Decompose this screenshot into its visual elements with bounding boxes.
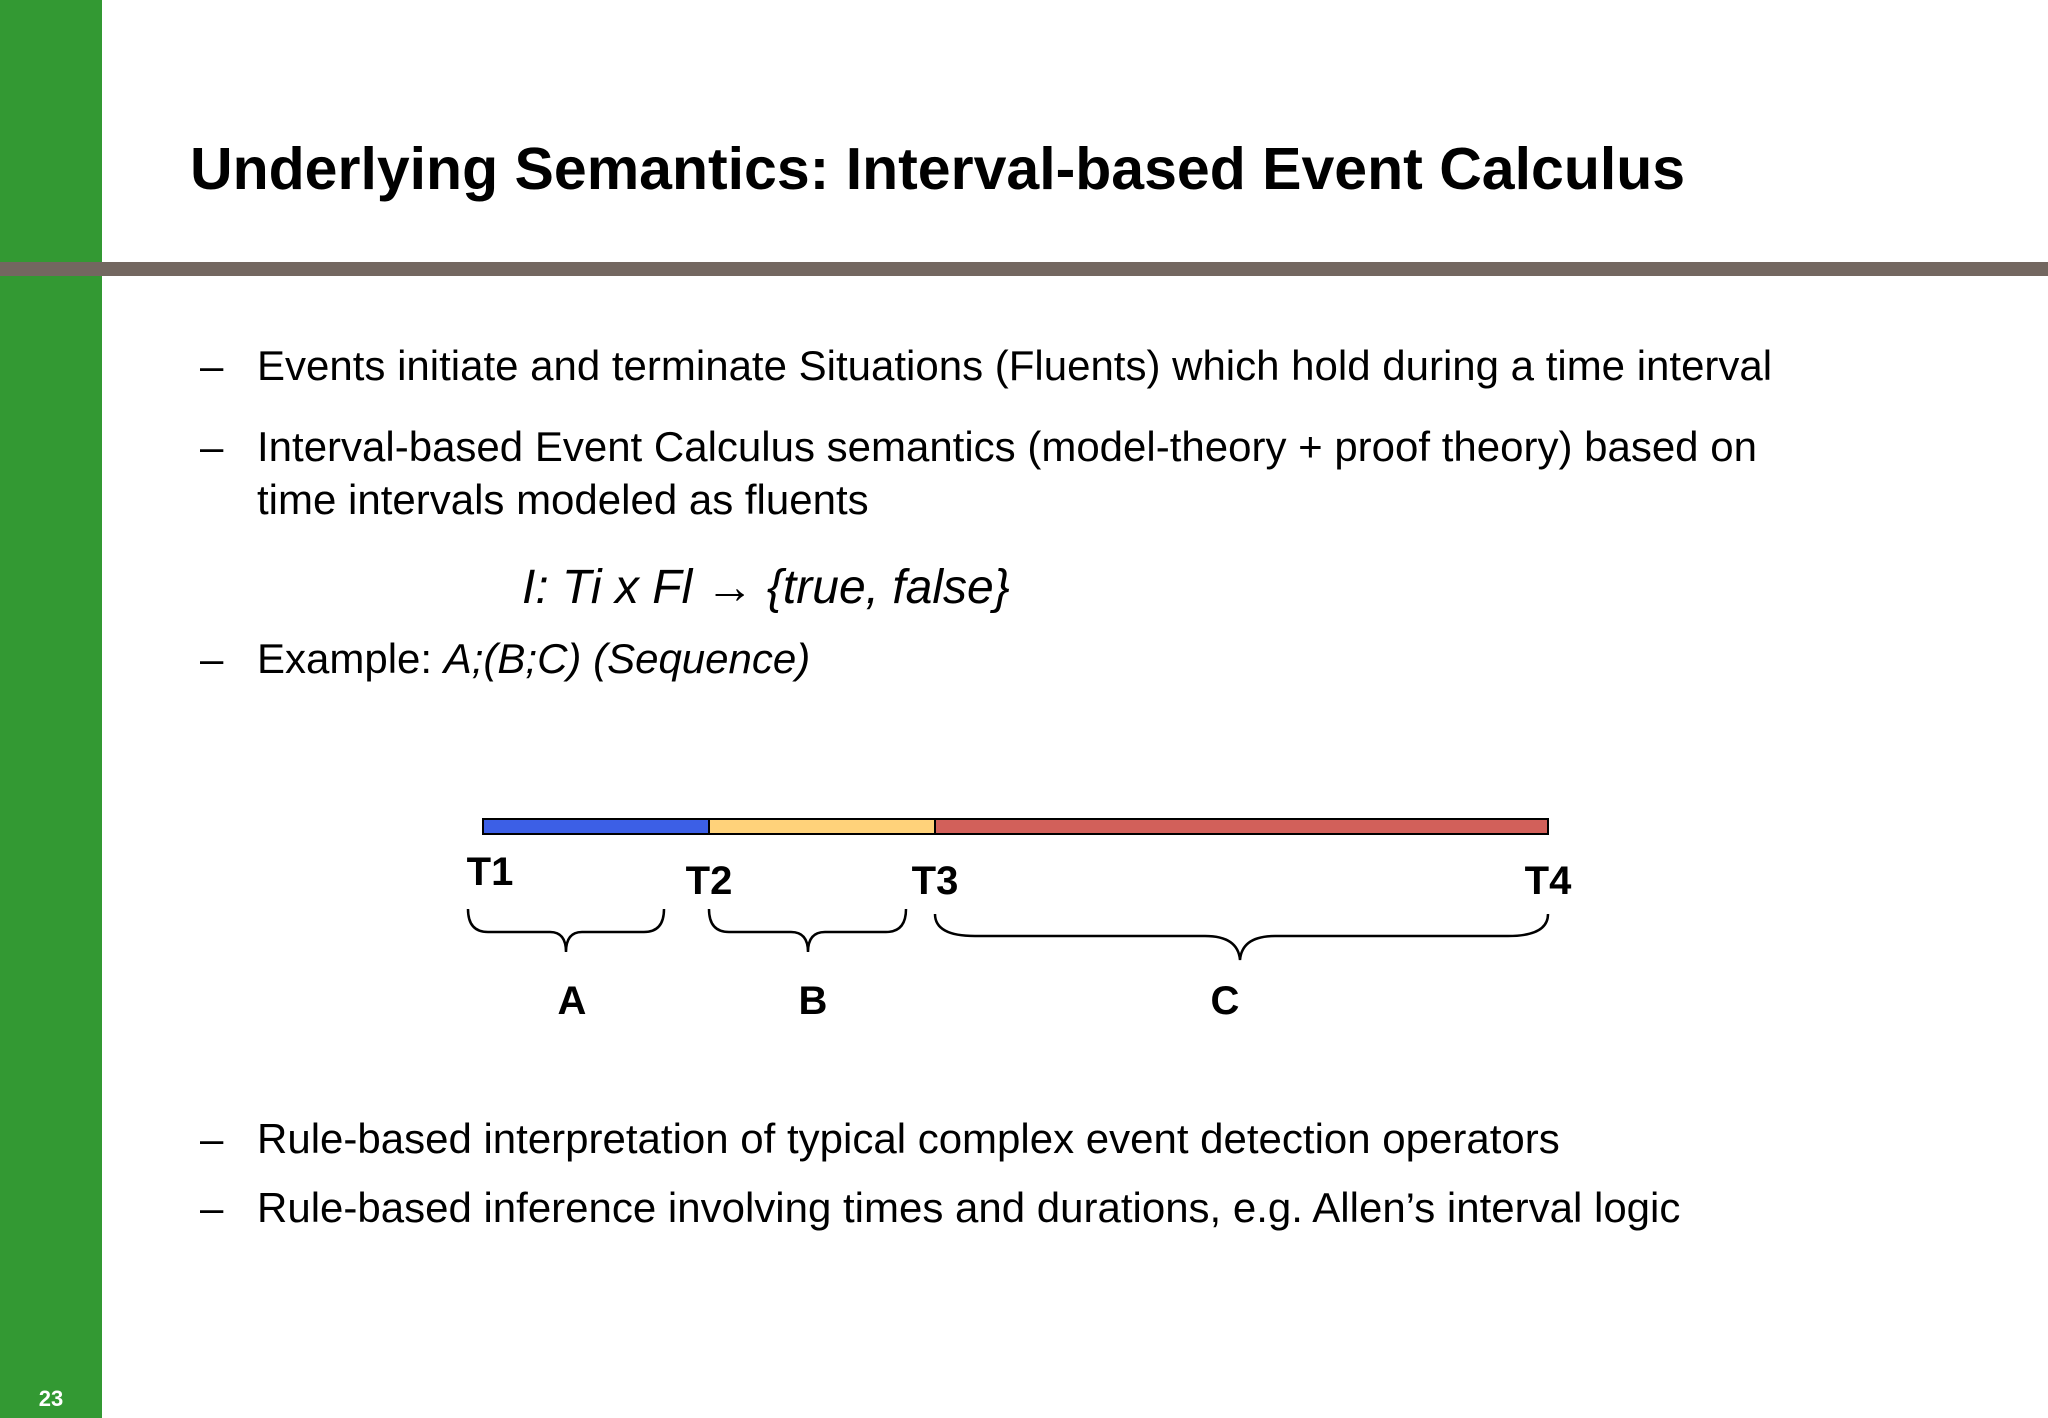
- event-label-c: C: [1210, 979, 1240, 1023]
- example-expression: A;(B;C) (Sequence): [443, 635, 811, 682]
- bullet-5-text: Rule-based inference involving times and durations, e.g. Allen’s interval logic: [257, 1184, 1681, 1231]
- bullet-4-text: Rule-based interpretation of typical complex event detection operators: [257, 1115, 1560, 1162]
- event-label-b: B: [798, 979, 828, 1023]
- arrow-icon: →: [705, 561, 754, 614]
- time-label-t4: T4: [1524, 859, 1572, 903]
- page-number: 23: [38, 1386, 64, 1411]
- example-prefix: Example:: [257, 635, 444, 682]
- bullet-2-text-line1: Interval-based Event Calculus semantics (model-theory + proof theory) based on: [257, 423, 1757, 470]
- bullet-dash: –: [200, 635, 224, 682]
- interval-bar-c: [935, 819, 1548, 834]
- bullet-2-text-line2: time intervals modeled as fluents: [257, 476, 869, 523]
- bullet-dash: –: [200, 342, 224, 389]
- brace-b: [709, 909, 906, 952]
- bullet-dash: –: [200, 1184, 224, 1231]
- interval-bar-b: [709, 819, 935, 834]
- formula-right: {true, false}: [753, 561, 1010, 614]
- bullet-dash: –: [200, 1115, 224, 1162]
- event-label-a: A: [557, 979, 587, 1023]
- bullet-1-text: Events initiate and terminate Situations (Fluents) which hold during a time interval: [257, 342, 1773, 389]
- brace-a: [468, 909, 664, 952]
- interval-bar-a: [483, 819, 709, 834]
- time-label-t1: T1: [466, 850, 514, 894]
- time-label-t2: T2: [685, 859, 733, 903]
- time-label-t3: T3: [911, 859, 959, 903]
- brace-c: [935, 914, 1548, 960]
- slide-title: Underlying Semantics: Interval-based Event Calculus: [190, 136, 1686, 202]
- bullet-dash: –: [200, 423, 224, 470]
- formula-left: I: Ti x Fl: [522, 561, 706, 614]
